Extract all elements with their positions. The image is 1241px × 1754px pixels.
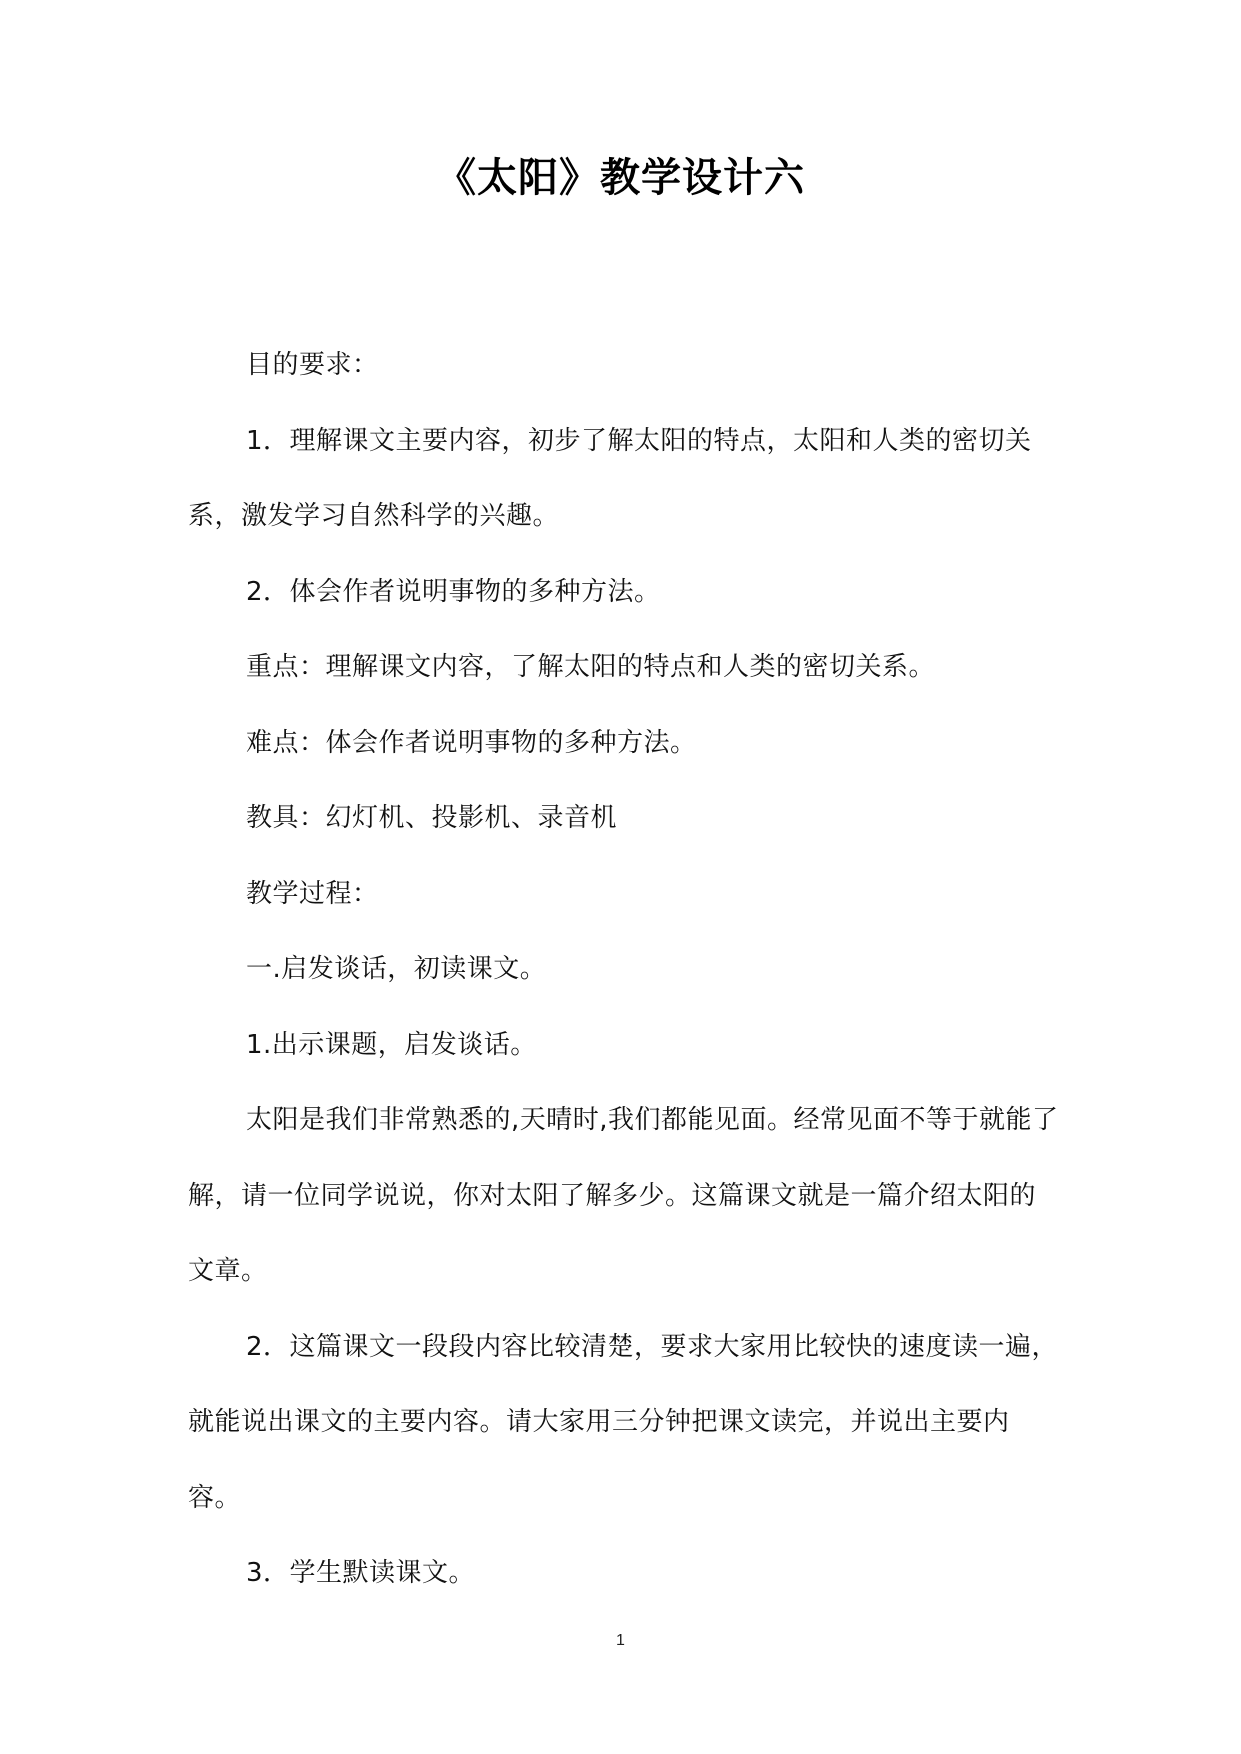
paragraph-objectives-heading: 目的要求： bbox=[246, 350, 379, 380]
paragraph-section-1: 一.启发谈话，初读课文。 bbox=[246, 954, 547, 984]
paragraph-teaching-aids: 教具：幻灯机、投影机、录音机 bbox=[246, 803, 618, 833]
paragraph-objective-1: 1．理解课文主要内容，初步了解太阳的特点，太阳和人类的密切关系，激发学习自然科学的兴趣。 bbox=[188, 425, 1032, 531]
paragraph-objective-2: 2．体会作者说明事物的多种方法。 bbox=[246, 576, 661, 607]
document-body bbox=[188, 328, 1060, 1612]
paragraph-key-point: 重点：理解课文内容，了解太阳的特点和人类的密切关系。 bbox=[246, 652, 936, 682]
page-number: 1 bbox=[616, 1632, 625, 1649]
paragraph-step-2: 2．这篇课文一段段内容比较清楚，要求大家用比较快的速度读一遍，就能说出课文的主要内容。请大家用三分钟把课文读完，并说出主要内容。 bbox=[188, 1331, 1059, 1513]
paragraph-step-1: 1.出示课题，启发谈话。 bbox=[246, 1029, 537, 1060]
paragraph-process-heading: 教学过程： bbox=[246, 878, 379, 909]
paragraph-intro-sun: 太阳是我们非常熟悉的,天晴时,我们都能见面。经常见面不等于就能了解，请一位同学说说，你对太阳了解多少。这篇课文就是一篇介绍太阳的文章。 bbox=[188, 1105, 1059, 1286]
paragraph-step-3: 3．学生默读课文。 bbox=[246, 1558, 476, 1588]
page-title: 《太阳》教学设计六 bbox=[436, 155, 805, 201]
paragraph-difficulty: 难点：体会作者说明事物的多种方法。 bbox=[246, 727, 697, 758]
